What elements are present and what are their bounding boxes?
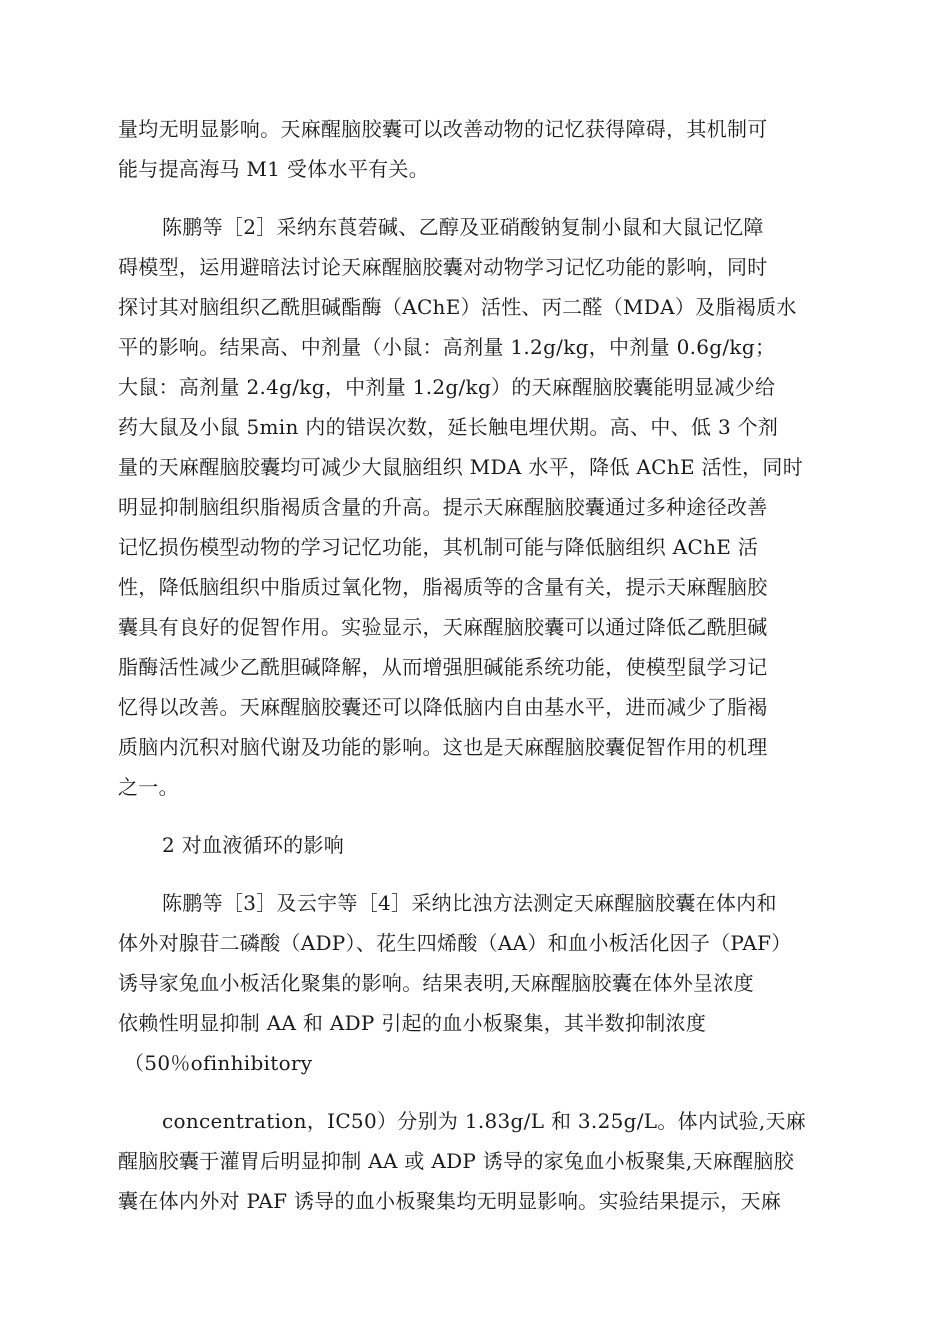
text-line: 之一。	[118, 775, 179, 799]
paragraph-first-line: 陈鹏等［3］及云宇等［4］采纳比浊方法测定天麻醒脑胶囊在体内和	[162, 891, 777, 915]
text-line: 碍模型，运用避暗法讨论天麻醒脑胶囊对动物学习记忆功能的影响，同时	[118, 255, 768, 279]
text-line: 量均无明显影响。天麻醒脑胶囊可以改善动物的记忆获得障碍，其机制可	[118, 117, 768, 141]
text-line: 依赖性明显抑制 AA 和 ADP 引起的血小板聚集，其半数抑制浓度	[118, 1011, 707, 1035]
text-line: 质脑内沉积对脑代谢及功能的影响。这也是天麻醒脑胶囊促智作用的机理	[118, 735, 768, 759]
text-line: （50％ofinhibitory	[124, 1051, 313, 1075]
text-line: 明显抑制脑组织脂褐质含量的升高。提示天麻醒脑胶囊通过多种途径改善	[118, 495, 768, 519]
text-line: 囊在体内外对 PAF 诱导的血小板聚集均无明显影响。实验结果提示，天麻	[118, 1189, 782, 1213]
paragraph-first-line: 陈鹏等［2］采纳东莨菪碱、乙醇及亚硝酸钠复制小鼠和大鼠记忆障	[162, 215, 764, 239]
text-line: 大鼠：高剂量 2.4g/kg，中剂量 1.2g/kg）的天麻醒脑胶囊能明显减少给	[118, 375, 776, 399]
text-line: 诱导家兔血小板活化聚集的影响。结果表明,天麻醒脑胶囊在体外呈浓度	[118, 971, 754, 995]
text-line: 记忆损伤模型动物的学习记忆功能，其机制可能与降低脑组织 AChE 活	[118, 535, 759, 559]
text-line: 囊具有良好的促智作用。实验显示，天麻醒脑胶囊可以通过降低乙酰胆碱	[118, 615, 768, 639]
section-heading: 2 对血液循环的影响	[162, 833, 345, 857]
text-line: 忆得以改善。天麻醒脑胶囊还可以降低脑内自由基水平，进而减少了脂褐	[118, 695, 768, 719]
text-line: 体外对腺苷二磷酸（ADP）、花生四烯酸（AA）和血小板活化因子（PAF）	[118, 931, 792, 955]
text-line: 探讨其对脑组织乙酰胆碱酯酶（AChE）活性、丙二醛（MDA）及脂褐质水	[118, 295, 797, 319]
text-line: 能与提高海马 M1 受体水平有关。	[118, 157, 430, 181]
text-line: 脂酶活性减少乙酰胆碱降解，从而增强胆碱能系统功能，使模型鼠学习记	[118, 655, 768, 679]
paragraph-first-line: concentration，IC50）分别为 1.83g/L 和 3.25g/L。体内试验,天麻	[162, 1109, 807, 1133]
text-line: 量的天麻醒脑胶囊均可减少大鼠脑组织 MDA 水平，降低 AChE 活性，同时	[118, 455, 804, 479]
text-line: 药大鼠及小鼠 5min 内的错误次数，延长触电埋伏期。高、中、低 3 个剂	[118, 415, 779, 439]
text-line: 平的影响。结果高、中剂量（小鼠：高剂量 1.2g/kg，中剂量 0.6g/kg；	[118, 335, 776, 359]
text-line: 醒脑胶囊于灌胃后明显抑制 AA 或 ADP 诱导的家兔血小板聚集,天麻醒脑胶	[118, 1149, 795, 1173]
text-line: 性，降低脑组织中脂质过氧化物，脂褐质等的含量有关，提示天麻醒脑胶	[118, 575, 768, 599]
